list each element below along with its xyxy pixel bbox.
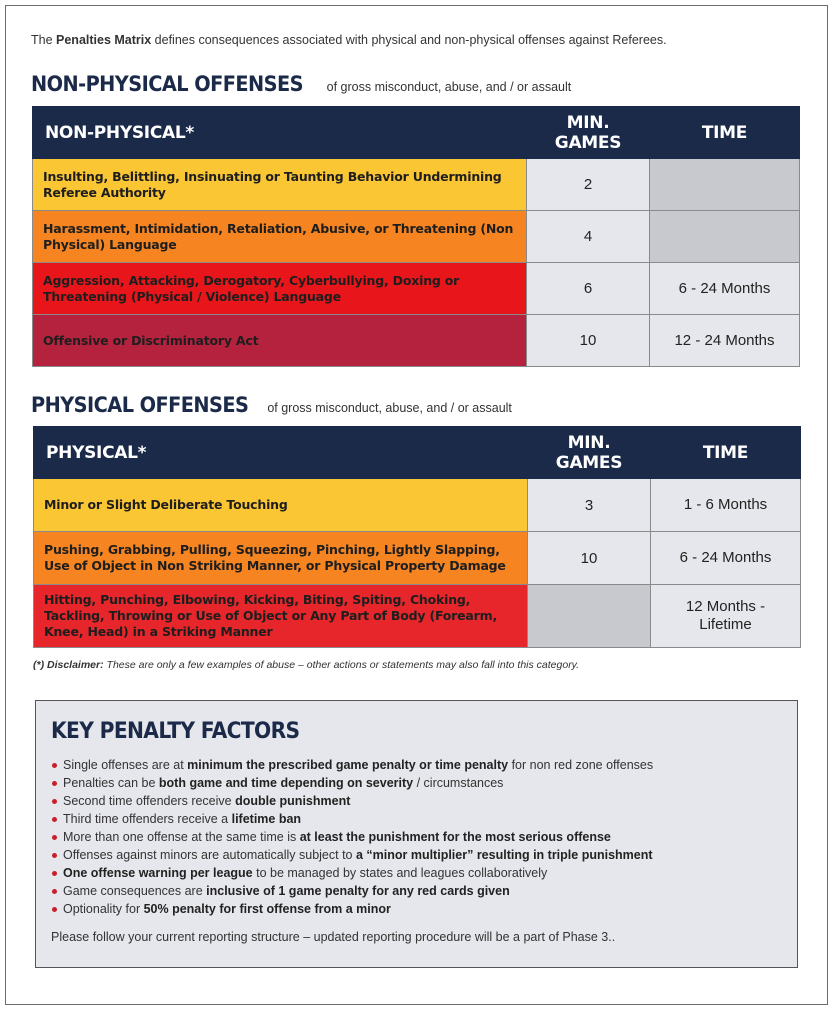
factors-title: KEY PENALTY FACTORS bbox=[51, 719, 300, 744]
offense-cell: Harassment, Intimidation, Retaliation, Abusive, or Threatening (Non Physical) Language bbox=[33, 211, 527, 263]
offense-cell: Hitting, Punching, Elbowing, Kicking, Biting, Spiting, Choking, Tackling, Throwing or Use of Object or Any Part of Body (Forearm, Knee, Head) in a Striking Manner bbox=[34, 585, 528, 648]
list-item: Single offenses are at minimum the prescribed game penalty or time penalty for non red zone offenses bbox=[51, 756, 653, 774]
table-header-row bbox=[33, 107, 800, 159]
time-cell: 6 - 24 Months bbox=[650, 263, 800, 315]
table-row bbox=[34, 585, 801, 648]
offense-cell: Minor or Slight Deliberate Touching bbox=[34, 479, 528, 532]
table-row bbox=[33, 263, 800, 315]
header-offense: PHYSICAL* bbox=[34, 427, 528, 479]
header-time: TIME bbox=[650, 107, 800, 159]
list-item: Third time offenders receive a lifetime ban bbox=[51, 810, 653, 828]
time-cell: 12 Months - Lifetime bbox=[651, 585, 801, 648]
non-physical-table bbox=[32, 106, 800, 367]
header-min-games: MIN. GAMES bbox=[527, 107, 650, 159]
offense-cell: Pushing, Grabbing, Pulling, Squeezing, Pinching, Lightly Slapping, Use of Object in Non Striking Manner, or Physical Property Damage bbox=[34, 532, 528, 585]
min-games-cell: 3 bbox=[528, 479, 651, 532]
non-physical-subtitle: of gross misconduct, abuse, and / or assault bbox=[326, 80, 572, 94]
intro-text: The Penalties Matrix defines consequences associated with physical and non-physical offenses against Referees. bbox=[31, 33, 667, 47]
offense-cell: Aggression, Attacking, Derogatory, Cyberbullying, Doxing or Threatening (Physical / Violence) Language bbox=[33, 263, 527, 315]
table-row bbox=[34, 479, 801, 532]
time-cell: 6 - 24 Months bbox=[651, 532, 801, 585]
list-item: Game consequences are inclusive of 1 game penalty for any red cards given bbox=[51, 882, 653, 900]
table-row bbox=[33, 211, 800, 263]
physical-section-title bbox=[31, 393, 512, 417]
min-games-cell: 10 bbox=[528, 532, 651, 585]
list-item: More than one offense at the same time is at least the punishment for the most serious offense bbox=[51, 828, 653, 846]
physical-table bbox=[33, 426, 801, 648]
table-header-row bbox=[34, 427, 801, 479]
offense-cell: Insulting, Belittling, Insinuating or Taunting Behavior Undermining Referee Authority bbox=[33, 159, 527, 211]
header-min-games: MIN. GAMES bbox=[528, 427, 651, 479]
physical-subtitle: of gross misconduct, abuse, and / or assault bbox=[267, 401, 512, 415]
time-cell: 1 - 6 Months bbox=[651, 479, 801, 532]
offense-cell: Offensive or Discriminatory Act bbox=[33, 315, 527, 367]
key-penalty-factors-box bbox=[35, 700, 798, 968]
reporting-note: Please follow your current reporting structure – updated reporting procedure will be a part of Phase 3.. bbox=[51, 930, 616, 944]
physical-title: PHYSICAL OFFENSES bbox=[31, 393, 249, 417]
non-physical-section-title bbox=[31, 72, 571, 96]
table-row bbox=[33, 315, 800, 367]
header-time: TIME bbox=[651, 427, 801, 479]
table-row bbox=[33, 159, 800, 211]
disclaimer: (*) Disclaimer: These are only a few examples of abuse – other actions or statements may also fall into this category. bbox=[33, 659, 580, 671]
non-physical-title: NON-PHYSICAL OFFENSES bbox=[31, 72, 304, 96]
min-games-cell: 6 bbox=[527, 263, 650, 315]
min-games-cell bbox=[528, 585, 651, 648]
list-item: Optionality for 50% penalty for first offense from a minor bbox=[51, 900, 653, 918]
time-cell bbox=[650, 159, 800, 211]
table-row bbox=[34, 532, 801, 585]
time-cell: 12 - 24 Months bbox=[650, 315, 800, 367]
list-item: Second time offenders receive double punishment bbox=[51, 792, 653, 810]
factors-list bbox=[51, 756, 653, 918]
list-item: One offense warning per league to be managed by states and leagues collaboratively bbox=[51, 864, 653, 882]
list-item: Penalties can be both game and time depending on severity / circumstances bbox=[51, 774, 653, 792]
min-games-cell: 2 bbox=[527, 159, 650, 211]
time-cell bbox=[650, 211, 800, 263]
min-games-cell: 10 bbox=[527, 315, 650, 367]
min-games-cell: 4 bbox=[527, 211, 650, 263]
header-offense: NON-PHYSICAL* bbox=[33, 107, 527, 159]
list-item: Offenses against minors are automatically subject to a “minor multiplier” resulting in triple punishment bbox=[51, 846, 653, 864]
